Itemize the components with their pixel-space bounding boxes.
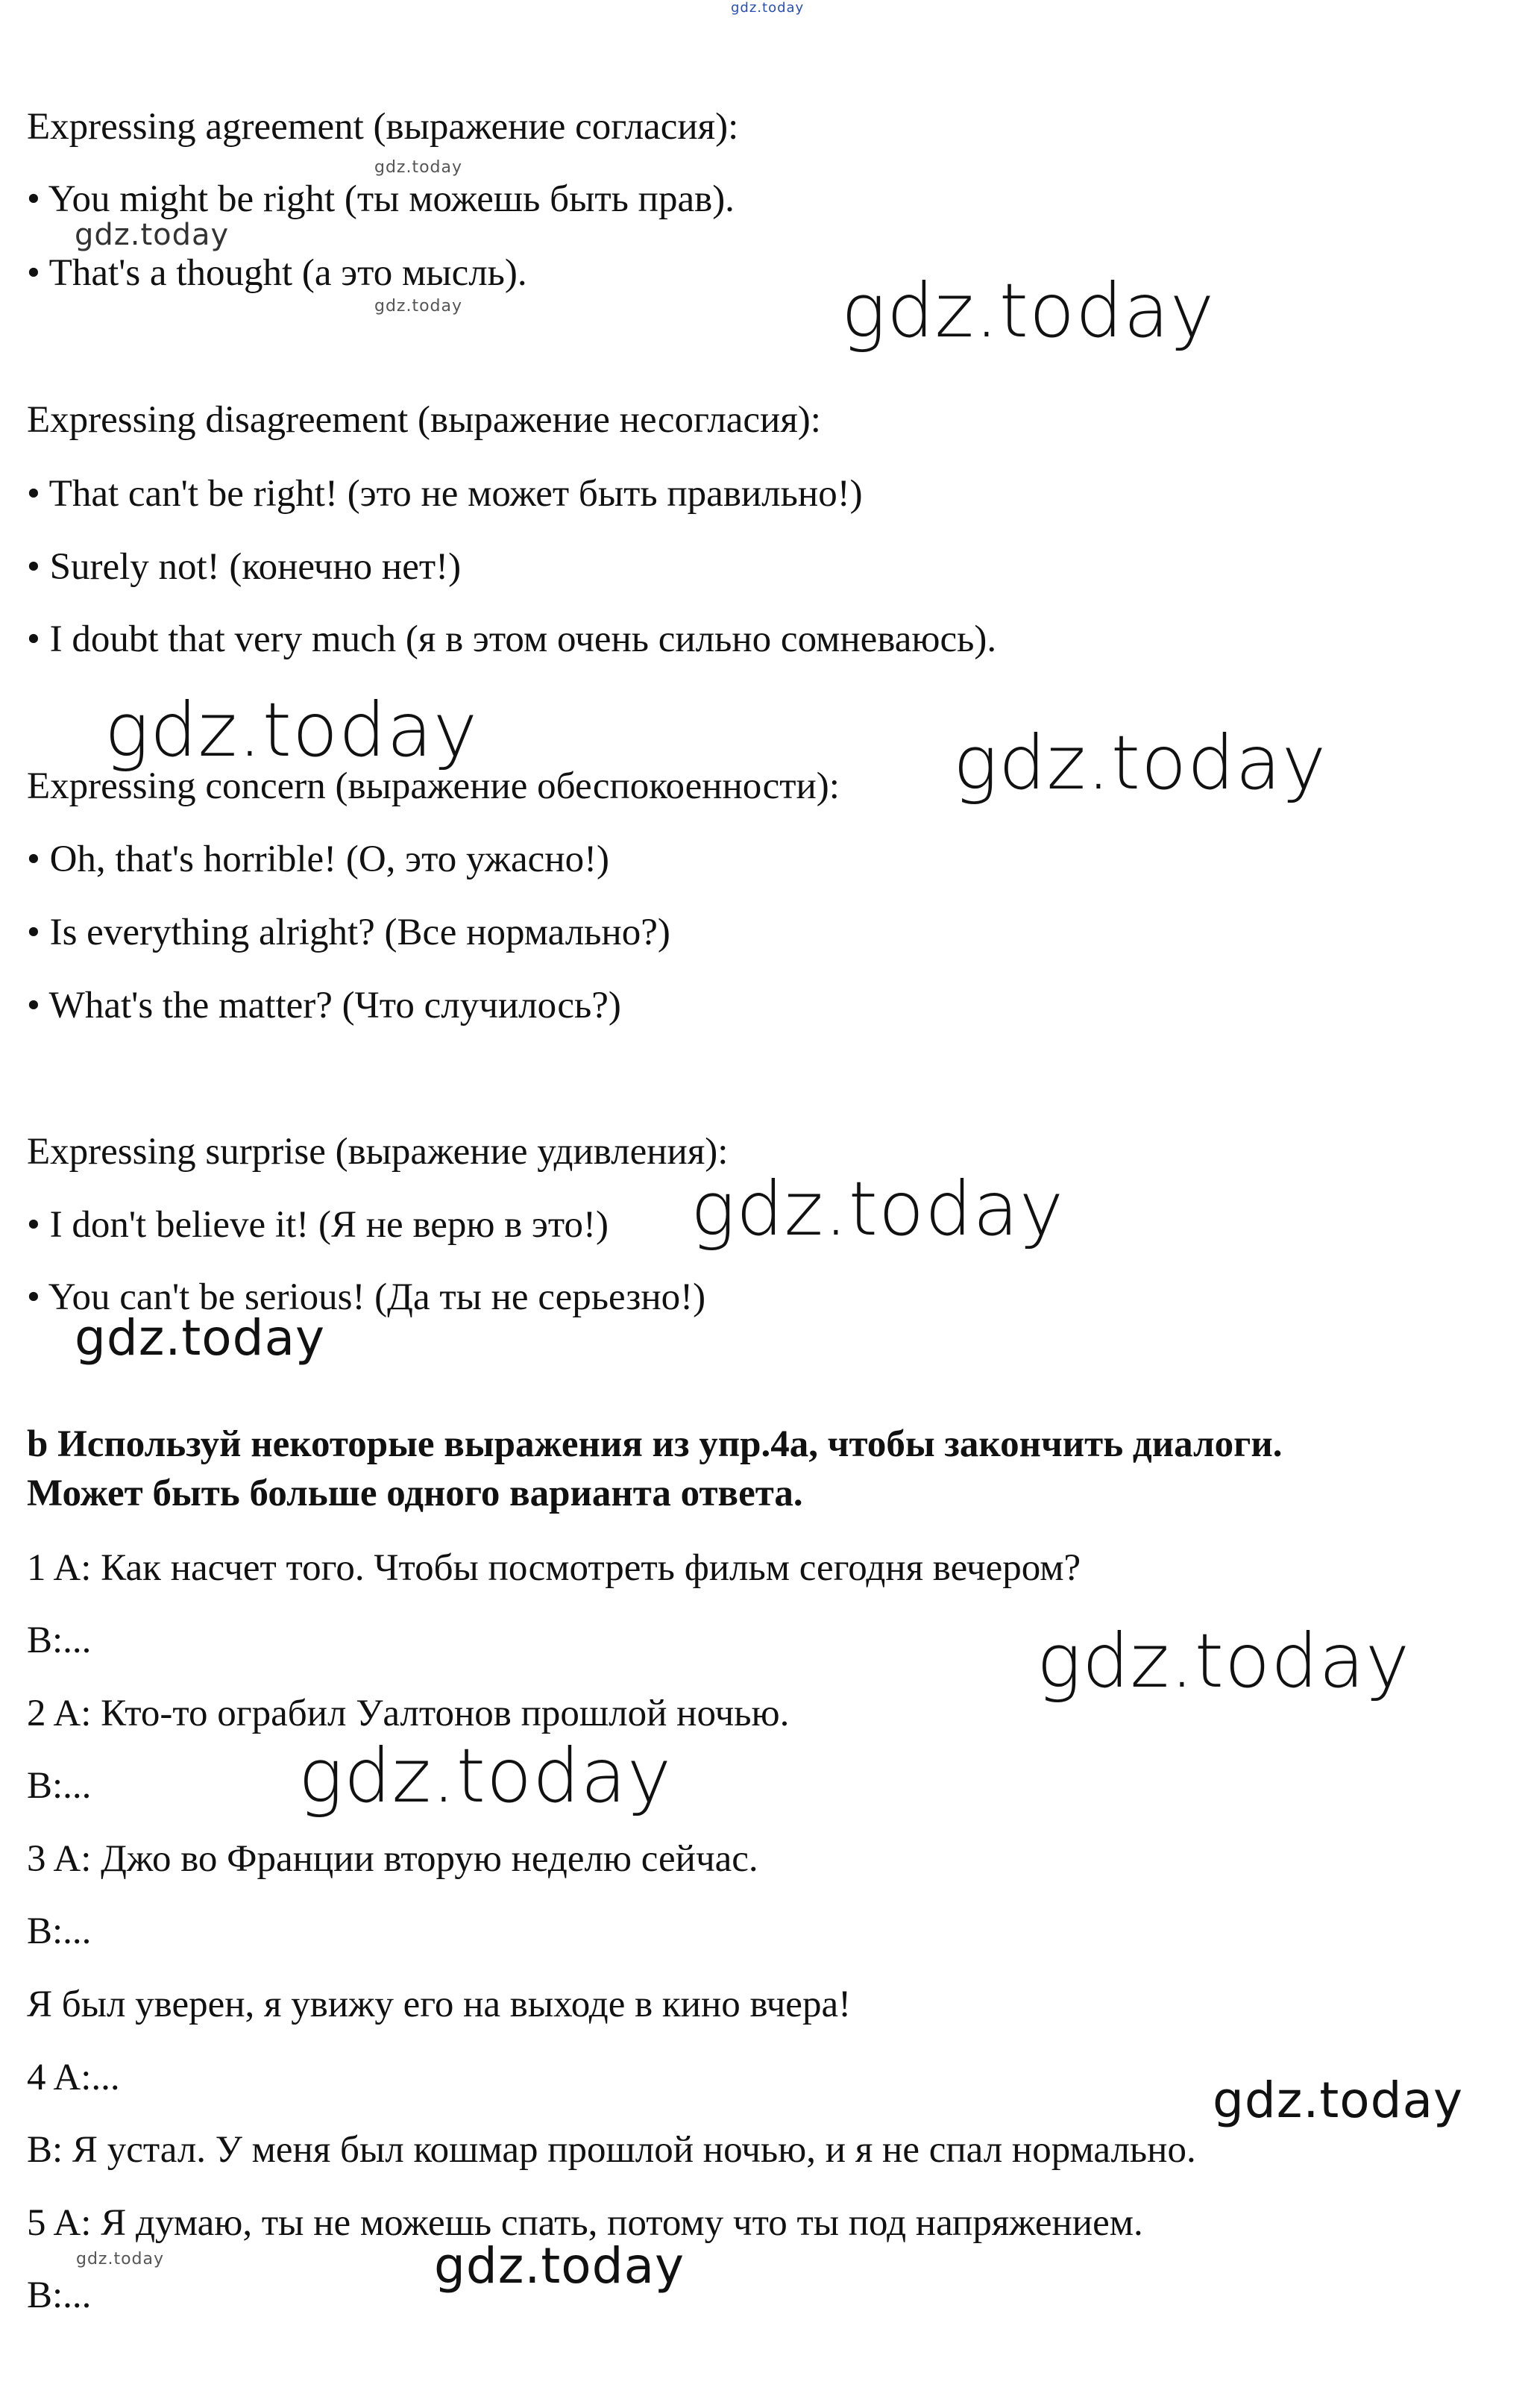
concern-item-2: • Is everything alright? (Все нормально?) [27,912,670,953]
task-title-line-2: Может быть больше одного варианта ответа. [27,1473,803,1514]
watermark: gdz.today [75,218,230,252]
watermark: gdz.today [731,0,805,16]
concern-item-1: • Oh, that's horrible! (О, это ужасно!) [27,838,610,880]
watermark: gdz.today [1213,2072,1464,2129]
agreement-item-1: • You might be right (ты можешь быть прав). [27,178,735,220]
task-title-line-1: b Используй некоторые выражения из упр.4a, чтобы закончить диалоги. [27,1423,1283,1465]
dialog-line-6: B:... [27,1910,92,1952]
dialog-line-5: 3 A: Джо во Франции вторую неделю сейчас. [27,1838,758,1880]
watermark: gdz.today [374,297,463,316]
watermark: gdz.today [104,686,479,774]
watermark: gdz.today [841,267,1216,354]
agreement-heading: Expressing agreement (выражение согласия): [27,106,739,148]
disagreement-item-1: • That can't be right! (это не может быть правильно!) [27,473,863,515]
disagreement-heading: Expressing disagreement (выражение несогласия): [27,399,821,441]
dialog-line-4: B:... [27,1765,92,1807]
surprise-heading: Expressing surprise (выражение удивления): [27,1131,729,1173]
watermark: gdz.today [953,719,1327,806]
concern-heading: Expressing concern (выражение обеспокоенности): [27,765,840,807]
watermark: gdz.today [434,2237,685,2295]
surprise-item-2: • You can't be serious! (Да ты не серьезно!) [27,1276,706,1318]
dialog-line-8: 4 A:... [27,2057,120,2098]
concern-item-3: • What's the matter? (Что случилось?) [27,985,621,1026]
watermark: gdz.today [374,158,463,177]
surprise-item-1: • I don't believe it! (Я не верю в это!) [27,1204,609,1246]
disagreement-item-3: • I doubt that very much (я в этом очень сильно сомневаюсь). [27,618,997,660]
dialog-line-7: Я был уверен, я увижу его на выходе в кино вчера! [27,1984,852,2025]
watermark: gdz.today [1037,1617,1411,1705]
watermark: gdz.today [76,2250,165,2269]
watermark: gdz.today [298,1732,673,1819]
watermark: gdz.today [75,1309,326,1367]
dialog-line-11: B:... [27,2274,92,2316]
disagreement-item-2: • Surely not! (конечно нет!) [27,546,462,588]
dialog-line-9: B: Я устал. У меня был кошмар прошлой ночью, и я не спал нормально. [27,2129,1196,2171]
dialog-line-10: 5 A: Я думаю, ты не можешь спать, потому что ты под напряжением. [27,2202,1143,2244]
agreement-item-2: • That's a thought (а это мысль). [27,252,527,294]
dialog-line-2: B:... [27,1620,92,1661]
watermark: gdz.today [691,1165,1065,1252]
dialog-line-3: 2 A: Кто-то ограбил Уалтонов прошлой ночью. [27,1693,790,1734]
dialog-line-1: 1 A: Как насчет того. Чтобы посмотреть фильм сегодня вечером? [27,1547,1081,1589]
